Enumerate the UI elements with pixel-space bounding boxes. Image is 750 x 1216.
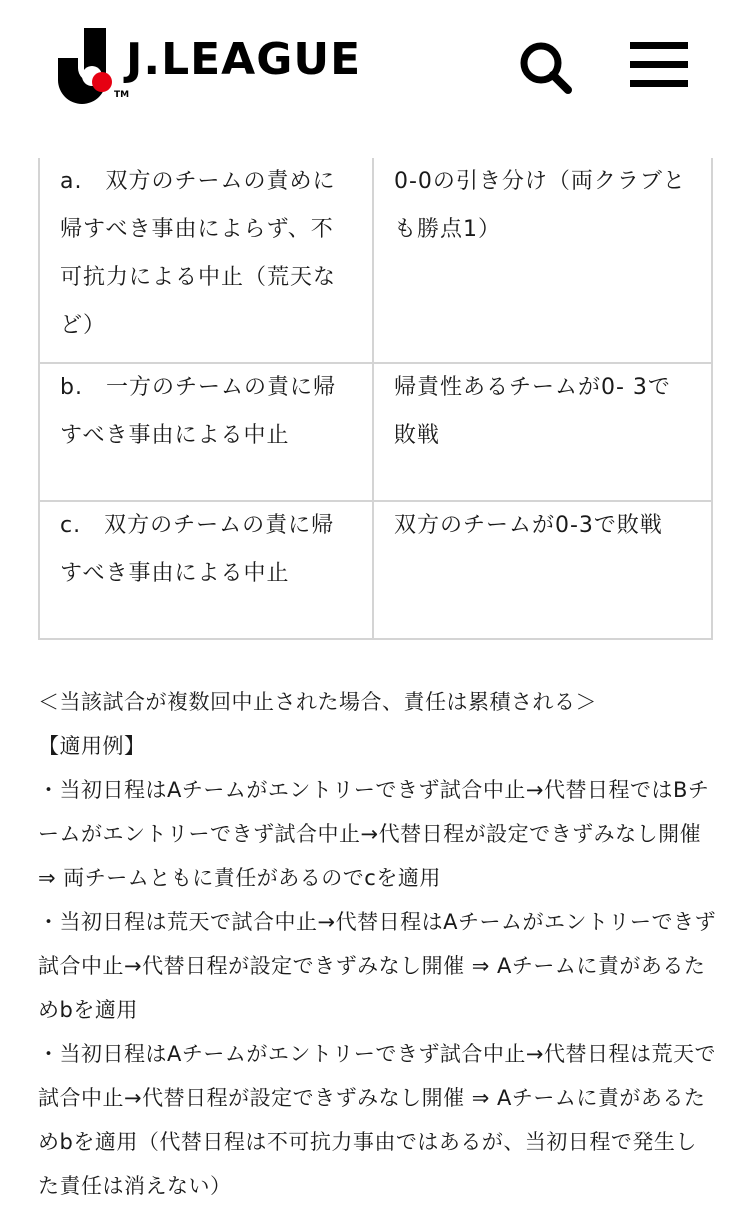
trademark-label: TM [114,90,130,100]
table-cell-cause: c. 双方のチームの責に帰すべき事由による中止 [39,501,373,639]
table-row [39,363,712,501]
example-item: ・当初日程はAチームがエントリーできず試合中止→代替日程ではBチームがエントリーできず試合中止→代替日程が設定できずみなし開催 ⇒ 両チームともに責任があるのでcを適用 [38,778,710,890]
search-icon [516,38,574,96]
notes-heading: ＜当該試合が複数回中止された場合、責任は累積される＞ [38,690,597,714]
example-item: ・当初日程は荒天で試合中止→代替日程はAチームがエントリーできず試合中止→代替日程が設定できずみなし開催 ⇒ Aチームに責があるためbを適用 [38,910,716,1022]
search-button[interactable] [516,38,574,96]
site-header [0,0,750,150]
hamburger-menu-icon [628,38,690,92]
menu-button[interactable] [628,38,690,92]
examples-label: 【適用例】 [38,734,146,758]
table-cell-result: 双方のチームが0-3で敗戦 [373,501,712,639]
logo-wordmark: J.LEAGUE [126,34,362,85]
table-cell-result: 0-0の引き分け（両クラブとも勝点1） [373,158,712,363]
cancellation-rules-table [38,158,713,640]
notes-section [38,680,718,1208]
table-cell-cause: b. 一方のチームの責に帰すべき事由による中止 [39,363,373,501]
example-item: ・当初日程はAチームがエントリーできず試合中止→代替日程は荒天で試合中止→代替日程が設定できずみなし開催 ⇒ Aチームに責があるためbを適用（代替日程は不可抗力事由ではあるが、当初日程で発生した責任は消えない） [38,1042,716,1198]
table-row [39,501,712,639]
jleague-logo[interactable] [58,28,388,104]
table-cell-cause: a. 双方のチームの責めに帰すべき事由によらず、不可抗力による中止（荒天など） [39,158,373,363]
table-cell-result: 帰責性あるチームが0- 3で敗戦 [373,363,712,501]
table-row [39,158,712,363]
